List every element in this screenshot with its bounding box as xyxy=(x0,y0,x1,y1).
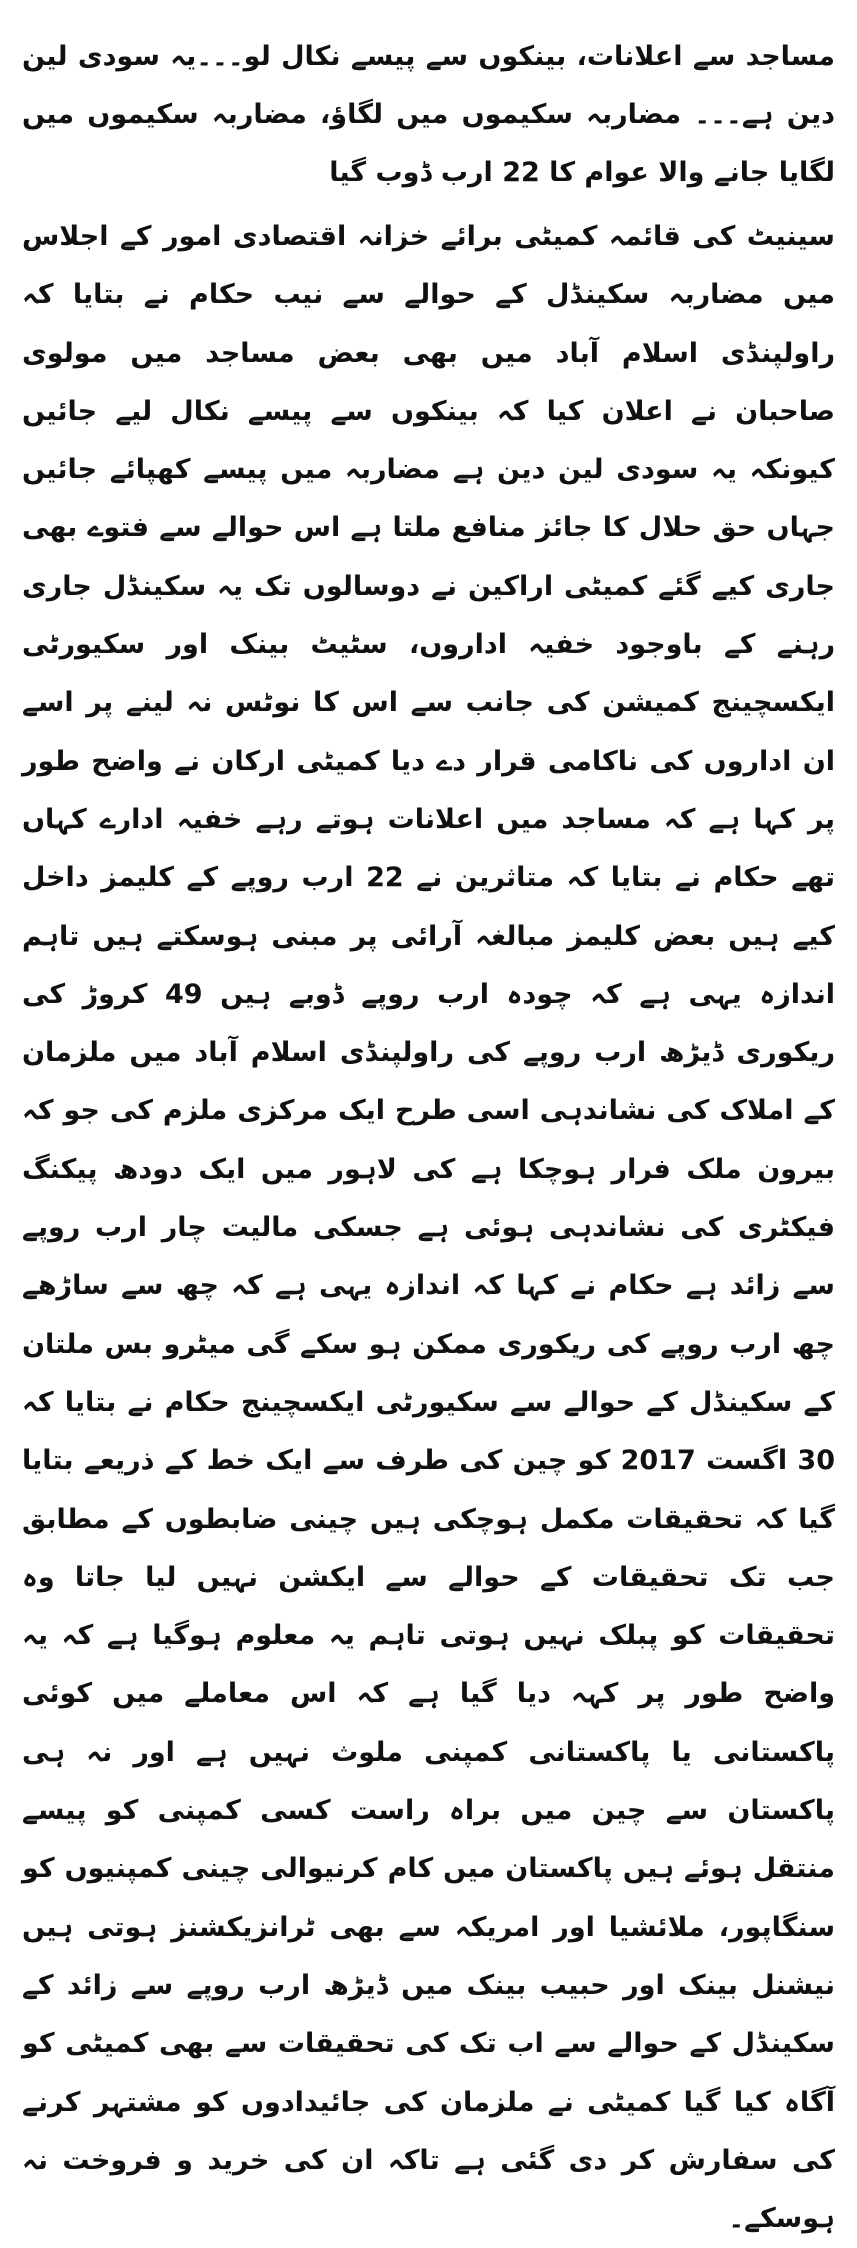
article-body: سینیٹ کی قائمہ کمیٹی برائے خزانہ اقتصادی امور کے اجلاس میں مضاربہ سکینڈل کے حوالے سے نیب حکام نے بتایا کہ راولپنڈی اسلام آباد میں بھی بعض مساجد میں مولوی صاحبان نے اعلان کیا کہ بینکوں سے پیسے نکال لیے جائیں کیونکہ یہ سودی لین دین ہے مضاربہ میں پیسے کھپائے جائیں جہاں حق حلال کا جائز منافع ملتا ہے اس حوالے سے فتوے بھی جاری کیے گئے کمیٹی اراکین نے دوسالوں تک یہ سکینڈل جاری رہنے کے باوجود خفیہ اداروں، سٹیٹ بینک اور سکیورٹی ایکسچینج کمیشن کی جانب سے اس کا نوٹس نہ لینے پر اسے ان اداروں کی ناکامی قرار دے دیا کمیٹی ارکان نے واضح طور پر کہا ہے کہ مساجد میں اعلانات ہوتے رہے خفیہ ادارے کہاں تھے حکام نے بتایا کہ متاثرین نے 22 ارب روپے کے کلیمز داخل کیے ہیں بعض کلیمز مبالغہ آرائی پر مبنی ہوسکتے ہیں تاہم اندازہ یہی ہے کہ چودہ ارب روپے ڈوبے ہیں 49 کروڑ کی ریکوری ڈیڑھ ارب روپے کی راولپنڈی اسلام آباد میں ملزمان کے املاک کی نشاندہی اسی طرح ایک مرکزی ملزم کی جو کہ بیرون ملک فرار ہوچکا ہے کی لاہور میں ایک دودھ پیکنگ فیکٹری کی نشاندہی ہوئی ہے جسکی مالیت چار ارب روپے سے زائد ہے حکام نے کہا کہ اندازہ یہی ہے کہ چھ سے ساڑھے چھ ارب روپے کی ریکوری ممکن ہو سکے گی میٹرو بس ملتان کے سکینڈل کے حوالے سے سکیورٹی ایکسچینج حکام نے بتایا کہ 30 اگست 2017 کو چین کی طرف سے ایک خط کے ذریعے بتایا گیا کہ تحقیقات مکمل ہوچکی ہیں چینی ضابطوں کے مطابق جب تک تحقیقات کے حوالے سے ایکشن نہیں لیا جاتا وہ تحقیقات کو پبلک نہیں ہوتی تاہم یہ معلوم ہوگیا ہے کہ یہ واضح طور پر کہہ دیا گیا ہے کہ اس معاملے میں کوئی پاکستانی یا پاکستانی کمپنی ملوث نہیں ہے اور نہ ہی پاکستان سے چین میں براہ راست کسی کمپنی کو پیسے منتقل ہوئے ہیں پاکستان میں کام کرنیوالی چینی کمپنیوں کو سنگاپور، ملائشیا اور امریکہ سے بھی ٹرانزیکشنز ہوتی ہیں نیشنل بینک اور حبیب بینک میں ڈیڑھ ارب روپے سے زائد کے سکینڈل کے حوالے سے اب تک کی تحقیقات سے بھی کمیٹی کو آگاہ کیا گیا کمیٹی نے ملزمان کی جائیدادوں کو مشتہر کرنے کی سفارش کر دی گئی ہے تاکہ ان کی خرید و فروخت نہ ہوسکے۔ xyxy=(22,221,835,2235)
article-headline: مساجد سے اعلانات، بینکوں سے پیسے نکال لو۔۔۔یہ سودی لین دین ہے۔۔۔ مضاربہ سکیموں میں لگاؤ، مضاربہ سکیموں میں لگایا جانے والا عوام کا 22 ارب ڈوب گیا xyxy=(22,41,835,188)
